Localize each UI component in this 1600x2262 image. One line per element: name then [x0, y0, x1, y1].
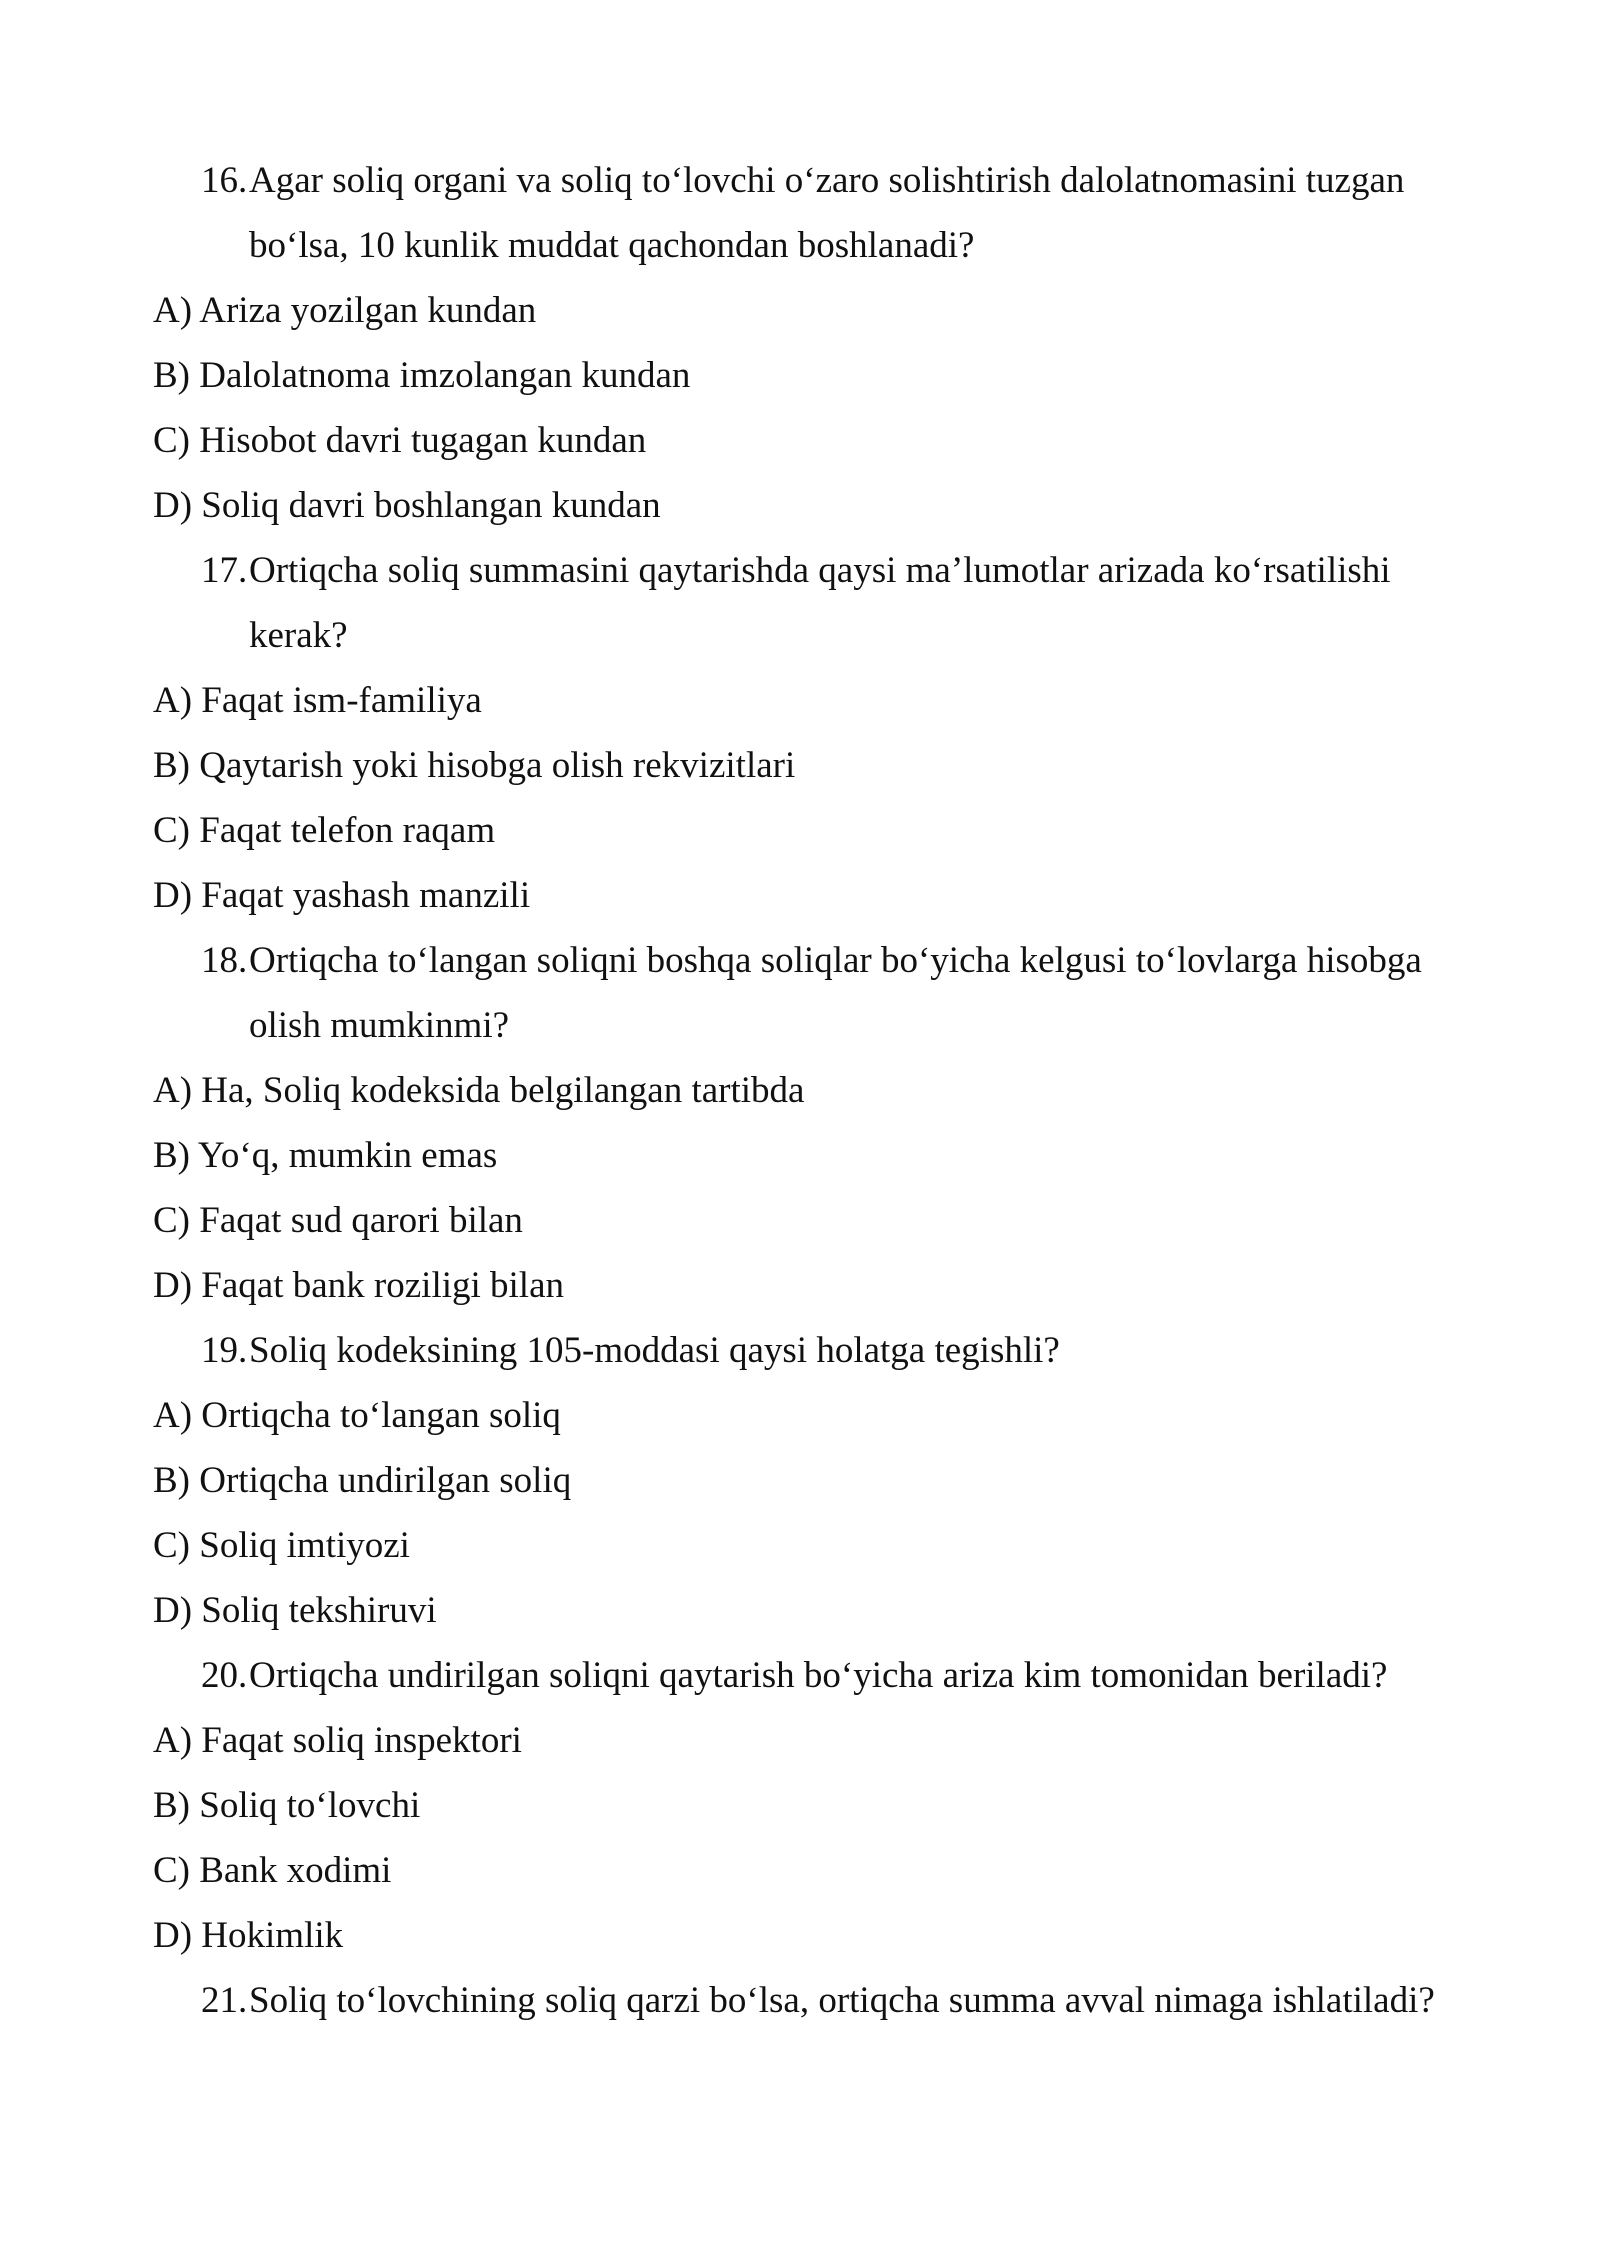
question-list — [153, 148, 1453, 2033]
option-c: C) Bank xodimi — [153, 1850, 392, 1891]
option-c: C) Faqat telefon raqam — [153, 810, 496, 851]
question-16 — [153, 148, 1453, 213]
option-a: A) Ha, Soliq kodeksida belgilangan tartibda — [153, 1070, 805, 1111]
option-d: D) Faqat bank roziligi bilan — [153, 1265, 565, 1306]
option-b: B) Yo‘q, mumkin emas — [153, 1135, 498, 1176]
option-d: D) Soliq tekshiruvi — [153, 1590, 437, 1631]
option-c: C) Soliq imtiyozi — [153, 1525, 410, 1566]
question-text: Agar soliq organi va soliq to‘lovchi o‘zaro solishtirish dalolatnomasini tuzgan — [249, 160, 1405, 201]
question-text-continued: kerak? — [249, 615, 348, 656]
option-d: D) Faqat yashash manzili — [153, 875, 531, 916]
question-text: Soliq kodeksining 105-moddasi qaysi holatga tegishli? — [249, 1330, 1060, 1371]
question-number: 18. — [201, 940, 248, 981]
question-number: 21. — [201, 1980, 248, 2021]
question-text: Soliq to‘lovchining soliq qarzi bo‘lsa, ortiqcha summa avval nimaga ishlatiladi? — [249, 1980, 1435, 2021]
question-20 — [153, 1643, 1453, 1708]
question-number: 17. — [201, 550, 248, 591]
question-21 — [153, 1968, 1453, 2033]
question-number: 20. — [201, 1655, 248, 1696]
option-a: A) Ortiqcha to‘langan soliq — [153, 1395, 561, 1436]
option-b: B) Soliq to‘lovchi — [153, 1785, 421, 1826]
question-text: Ortiqcha to‘langan soliqni boshqa soliqlar bo‘yicha kelgusi to‘lovlarga hisobga — [249, 940, 1422, 981]
question-18 — [153, 928, 1453, 993]
option-a: A) Ariza yozilgan kundan — [153, 290, 537, 331]
option-c: C) Faqat sud qarori bilan — [153, 1200, 523, 1241]
option-d: D) Hokimlik — [153, 1915, 344, 1956]
question-text-continued: bo‘lsa, 10 kunlik muddat qachondan boshlanadi? — [249, 225, 975, 266]
question-number: 19. — [201, 1330, 248, 1371]
question-text-continued: olish mumkinmi? — [249, 1005, 510, 1046]
option-c: C) Hisobot davri tugagan kundan — [153, 420, 647, 461]
question-text: Ortiqcha undirilgan soliqni qaytarish bo‘yicha ariza kim tomonidan beriladi? — [249, 1655, 1388, 1696]
option-d: D) Soliq davri boshlangan kundan — [153, 485, 661, 526]
option-a: A) Faqat ism-familiya — [153, 680, 482, 721]
option-b: B) Ortiqcha undirilgan soliq — [153, 1460, 572, 1501]
option-b: B) Qaytarish yoki hisobga olish rekvizitlari — [153, 745, 796, 786]
option-a: A) Faqat soliq inspektori — [153, 1720, 522, 1761]
option-b: B) Dalolatnoma imzolangan kundan — [153, 355, 691, 396]
question-17 — [153, 538, 1453, 603]
question-19 — [153, 1318, 1453, 1383]
question-text: Ortiqcha soliq summasini qaytarishda qaysi ma’lumotlar arizada ko‘rsatilishi — [249, 550, 1391, 591]
question-number: 16. — [201, 160, 248, 201]
